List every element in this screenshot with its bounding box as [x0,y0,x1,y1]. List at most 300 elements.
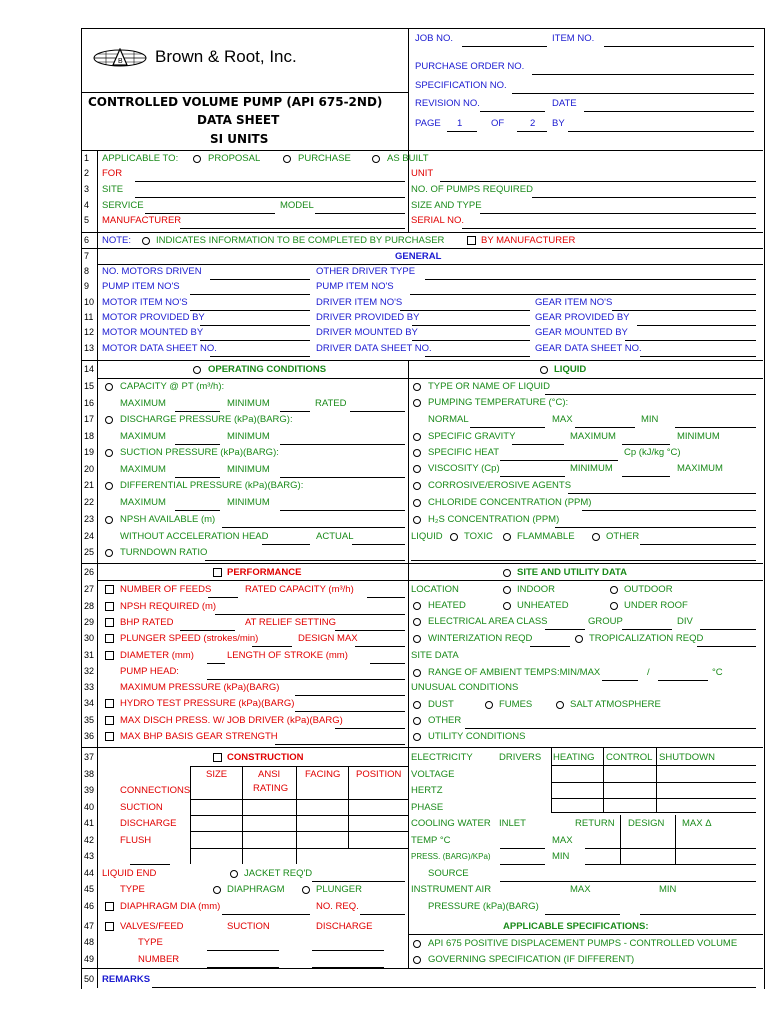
divider [517,131,547,132]
site-field[interactable] [135,197,405,198]
gear-provided-field[interactable] [637,325,756,326]
line-number: 41 [84,818,95,828]
toxic-radio[interactable] [450,533,458,541]
divider [447,131,477,132]
field[interactable] [585,864,756,865]
line-number: 20 [84,464,95,474]
manufacturer-label: MANUFACTURER [102,215,182,226]
motor-item-label: MOTOR ITEM NO'S [102,297,188,308]
date-field[interactable] [584,111,754,112]
gear-mounted-field[interactable] [625,340,756,341]
press-label: PRESS. (BARG)/KPa) [411,852,491,861]
npshr-checkbox[interactable] [105,602,114,611]
line-number: 46 [84,901,95,911]
sg-radio[interactable] [413,433,421,441]
plunger-speed-label: PLUNGER SPEED (strokes/min) [120,633,259,644]
field[interactable] [275,744,405,745]
heated-radio[interactable] [413,602,421,610]
npsh-radio[interactable] [105,516,113,524]
field[interactable] [280,411,310,412]
field[interactable] [512,444,564,445]
gear-mounted-label: GEAR MOUNTED BY [535,327,628,338]
operating-heading: OPERATING CONDITIONS [208,364,327,375]
winter-label: WINTERIZATION REQD [428,633,533,644]
line-number: 25 [84,547,95,557]
divider [551,798,756,799]
divider [81,968,763,969]
max-label: MAXIMUM [120,431,166,442]
max-disch-checkbox[interactable] [105,716,114,725]
line-number: 47 [84,921,95,931]
field[interactable] [622,476,670,477]
driver-mounted-field[interactable] [412,340,530,341]
flush-label: FLUSH [120,835,152,846]
no-pumps-field[interactable] [532,197,756,198]
visc-label: VISCOSITY (Cp) [428,463,500,474]
divider [81,747,763,748]
company-name: Brown & Root, Inc. [155,47,297,66]
sg-label: SPECIFIC GRAVITY [428,431,516,442]
field[interactable] [697,646,756,647]
api-label: API 675 POSITIVE DISPLACEMENT PUMPS - CONTROLLED VOLUME [428,938,738,949]
divider [190,831,408,832]
line-number: 22 [84,497,95,507]
remarks-label: REMARKS [102,974,151,985]
line-number: 16 [84,398,95,408]
line-number: 38 [84,769,95,779]
drivers-label: DRIVERS [499,752,542,763]
max-press-label: MAXIMUM PRESSURE (kPa)(BARG) [120,682,280,693]
field[interactable] [582,510,756,511]
bhp-checkbox[interactable] [105,618,114,627]
field[interactable] [465,728,756,729]
line-number: 3 [84,184,90,194]
line-number: 1 [84,153,90,163]
field[interactable] [280,444,405,445]
pump-temp-radio[interactable] [413,399,421,407]
motor-mounted-field[interactable] [200,340,310,341]
visc-radio[interactable] [413,465,421,473]
flammable-label: FLAMMABLE [517,531,575,542]
line-number: 19 [84,447,95,457]
field[interactable] [295,695,405,696]
applicable-label: APPLICABLE TO: [102,153,179,164]
field[interactable] [640,914,756,915]
unit-field[interactable] [440,181,756,182]
field[interactable] [585,848,756,849]
pressure-label: PRESSURE (kPa)(BARG) [428,901,539,912]
rev-no-field[interactable] [480,111,545,112]
line-number: 32 [84,666,95,676]
field[interactable] [622,629,672,630]
max-disch-label: MAX DISCH PRESS. W/ JOB DRIVER (kPa)(BARG) [120,715,343,726]
note-text: INDICATES INFORMATION TO BE COMPLETED BY PURCHASER [156,235,445,246]
line-number: 12 [84,327,95,337]
div-label: DIV [677,616,693,627]
field[interactable] [215,614,405,615]
min-label: MINIMUM [227,497,270,508]
discharge-radio[interactable] [105,416,113,424]
max-label: MAX [552,414,573,425]
plunger-speed-checkbox[interactable] [105,634,114,643]
manufacturer-field[interactable] [180,228,405,229]
by-label: BY [552,118,565,129]
line-number: 11 [84,312,94,322]
motor-provided-field[interactable] [200,325,310,326]
field[interactable] [222,527,405,528]
proposal-radio[interactable] [193,155,201,163]
spec-no-label: SPECIFICATION NO. [415,80,507,91]
form-units: SI UNITS [210,132,269,146]
h2s-radio[interactable] [413,516,421,524]
max-bhp-checkbox[interactable] [105,732,114,741]
stroke-label: LENGTH OF STROKE (mm) [227,650,348,661]
feeds-checkbox[interactable] [105,585,114,594]
specs-heading: APPLICABLE SPECIFICATIONS: [503,921,649,932]
other-radio[interactable] [592,533,600,541]
line-number: 35 [84,715,95,725]
service-field[interactable] [145,213,275,214]
liquid-label: LIQUID [411,531,443,542]
diaph-dia-checkbox[interactable] [105,902,114,911]
field[interactable] [175,444,220,445]
column-divider [408,360,409,968]
return-label: RETURN [575,818,615,829]
chloride-radio[interactable] [413,499,421,507]
line-number: 43 [84,851,95,861]
pump-item-field-2[interactable] [410,294,756,295]
by-field[interactable] [568,131,754,132]
min-label: MINIMUM [677,431,720,442]
field[interactable] [530,646,570,647]
electricity-label: ELECTRICITY [411,752,473,763]
design-max-label: DESIGN MAX [298,633,358,644]
divider [551,747,552,812]
differential-radio[interactable] [105,482,113,490]
field[interactable] [700,629,756,630]
field[interactable] [500,848,545,849]
line-number: 7 [84,251,90,261]
v-suction-label: SUCTION [227,921,270,932]
fumes-label: FUMES [499,699,533,710]
construction-checkbox[interactable] [213,753,222,762]
model-field[interactable] [315,213,405,214]
corrosive-label: CORROSIVE/EROSIVE AGENTS [428,480,572,491]
line-number: 42 [84,835,95,845]
press-min-label: MIN [552,851,570,862]
liquid-type-label: TYPE OR NAME OF LIQUID [428,381,550,392]
driver-data-sheet-label: DRIVER DATA SHEET NO. [316,343,432,354]
field[interactable] [222,914,310,915]
position-header: POSITION [356,769,402,780]
heating-label: HEATING [553,752,595,763]
fumes-radio[interactable] [485,701,493,709]
corrosive-radio[interactable] [413,482,421,490]
site-radio[interactable] [503,569,511,577]
size-header: SIZE [206,769,228,780]
field[interactable] [360,914,405,915]
bhp-label: BHP RATED [120,617,174,628]
liquid-type-radio[interactable] [413,383,421,391]
liquid-radio[interactable] [540,366,548,374]
field[interactable] [370,663,405,664]
field[interactable] [207,967,279,968]
min-label: MIN [641,414,659,425]
utility-label: UTILITY CONDITIONS [428,731,526,742]
differential-label: DIFFERENTIAL PRESSURE (kPa)(BARG): [120,480,304,491]
field[interactable] [555,527,756,528]
as-built-radio[interactable] [372,155,380,163]
field[interactable] [262,544,310,545]
field[interactable] [175,477,220,478]
line-number: 24 [84,531,95,541]
outdoor-label: OUTDOOR [624,584,673,595]
field[interactable] [208,597,238,598]
proposal-label: PROPOSAL [208,153,261,164]
flammable-radio[interactable] [503,533,511,541]
control-label: CONTROL [606,752,653,763]
api-radio[interactable] [413,940,421,948]
valves-label: VALVES/FEED [120,921,184,932]
po-no-field[interactable] [532,74,754,75]
field[interactable] [280,510,405,511]
plunger-radio[interactable] [302,886,310,894]
outdoor-radio[interactable] [610,586,618,594]
divider [190,799,408,800]
sh-label: SPECIFIC HEAT [428,447,500,458]
field[interactable] [411,560,756,561]
divider [98,378,763,379]
dust-label: DUST [428,699,454,710]
gear-item-field[interactable] [612,310,756,311]
size-type-field[interactable] [480,213,756,214]
field[interactable] [207,950,279,951]
other-driver-field[interactable] [425,279,756,280]
normal-label: NORMAL [428,414,469,425]
model-label: MODEL [280,200,314,211]
field[interactable] [500,881,756,882]
tropical-radio[interactable] [575,635,583,643]
field[interactable] [658,680,708,681]
field[interactable] [335,630,405,631]
under-roof-radio[interactable] [610,602,618,610]
date-label: DATE [552,98,577,109]
field[interactable] [175,411,220,412]
pump-item-label: PUMP ITEM NO'S [102,281,180,292]
field[interactable] [640,544,756,545]
discharge-label: DISCHARGE PRESSURE (kPa)(BARG): [120,414,293,425]
field[interactable] [500,864,545,865]
field[interactable] [280,477,405,478]
motor-provided-label: MOTOR PROVIDED BY [102,312,205,323]
diameter-checkbox[interactable] [105,651,114,660]
line-number: 21 [84,480,95,490]
diaphragm-radio[interactable] [213,886,221,894]
field[interactable] [602,680,638,681]
line-number: 9 [84,281,90,291]
line-number: 31 [84,650,95,660]
purchase-radio[interactable] [283,155,291,163]
field[interactable] [622,444,670,445]
field[interactable] [355,646,405,647]
max-label: MAXIMUM [120,497,166,508]
driver-item-label: DRIVER ITEM NO'S [316,297,403,308]
job-no-field[interactable] [462,46,547,47]
line-number: 44 [84,868,95,878]
max-label: MAXIMUM [677,463,723,474]
line-number: 34 [84,698,95,708]
construction-heading: CONSTRUCTION [227,752,304,763]
field[interactable] [500,460,618,461]
elec-area-radio[interactable] [413,618,421,626]
plunger-label: PLUNGER [316,884,362,895]
unheated-label: UNHEATED [517,600,569,611]
field[interactable] [335,728,405,729]
field[interactable] [568,493,756,494]
item-no-label: ITEM NO. [552,33,595,44]
form-subtitle: DATA SHEET [197,113,280,127]
line-number: 15 [84,381,95,391]
divider [408,934,763,935]
motors-driven-field[interactable] [210,279,310,280]
min-label: MINIMUM [227,464,270,475]
field[interactable] [545,629,585,630]
winter-radio[interactable] [413,635,421,643]
gear-data-sheet-field[interactable] [640,356,756,357]
phase-label: PHASE [411,802,444,813]
divider [98,580,763,581]
npsh-label: NPSH AVAILABLE (m) [120,514,216,525]
divider [348,766,349,848]
driver-provided-field[interactable] [412,325,530,326]
operating-radio[interactable] [193,366,201,374]
driver-item-field[interactable] [400,310,530,311]
rating-header: RATING [253,783,289,794]
governing-radio[interactable] [413,956,421,964]
field[interactable] [367,597,405,598]
field[interactable] [470,427,545,428]
turndown-label: TURNDOWN RATIO [120,547,208,558]
inst-air-label: INSTRUMENT AIR [411,884,492,895]
max-label: MAXIMUM [570,431,616,442]
driver-data-sheet-field[interactable] [425,356,530,357]
pump-item-label-2: PUMP ITEM NO'S [316,281,394,292]
field[interactable] [312,881,405,882]
site-data-label: SITE DATA [411,650,459,661]
gear-data-sheet-label: GEAR DATA SHEET NO. [535,343,642,354]
line-number: 2 [84,168,90,178]
line-number: 49 [84,954,95,964]
page-label: PAGE [415,118,441,129]
site-heading: SITE AND UTILITY DATA [517,567,627,578]
remarks-field[interactable] [152,987,756,988]
jacket-radio[interactable] [230,870,238,878]
field[interactable] [312,950,384,951]
toxic-label: TOXIC [464,531,493,542]
relief-label: AT RELIEF SETTING [245,617,336,628]
header-divider [408,28,409,150]
sh-radio[interactable] [413,449,421,457]
unheated-radio[interactable] [503,602,511,610]
type-label: TYPE [120,884,145,895]
utility-radio[interactable] [413,733,421,741]
performance-heading: PERFORMANCE [227,567,302,578]
ambient-radio[interactable] [413,669,421,677]
other-site-radio[interactable] [413,717,421,725]
under-roof-label: UNDER ROOF [624,600,688,611]
hydro-checkbox[interactable] [105,699,114,708]
pump-item-field[interactable] [190,294,310,295]
for-field[interactable] [135,181,405,182]
field[interactable] [180,630,235,631]
line-number: 48 [84,937,95,947]
dust-radio[interactable] [413,701,421,709]
by-mfr-text: BY MANUFACTURER [481,235,576,246]
indoor-radio[interactable] [503,586,511,594]
site-label: SITE [102,184,124,195]
salt-label: SALT ATMOSPHERE [570,699,661,710]
suction-radio[interactable] [105,449,113,457]
field[interactable] [207,663,225,664]
line-number: 37 [84,752,95,762]
temp-label: TEMP °C [411,835,451,846]
performance-checkbox[interactable] [213,568,222,577]
serial-field[interactable] [462,228,756,229]
divider [130,864,170,865]
field[interactable] [312,967,384,968]
turndown-radio[interactable] [105,549,113,557]
field[interactable] [545,394,756,395]
unusual-label: UNUSUAL CONDITIONS [411,682,519,693]
other-site-label: OTHER [428,715,462,726]
capacity-label: CAPACITY @ PT (m³/h): [120,381,225,392]
line-number: 40 [84,802,95,812]
salt-radio[interactable] [556,701,564,709]
field[interactable] [500,476,565,477]
motor-item-field[interactable] [190,310,310,311]
driver-provided-label: DRIVER PROVIDED BY [316,312,420,323]
of-value: 2 [530,118,536,129]
spec-no-field[interactable] [512,93,754,94]
feeds-label: NUMBER OF FEEDS [120,584,212,595]
item-no-field[interactable] [604,46,754,47]
motor-mounted-label: MOTOR MOUNTED BY [102,327,204,338]
ambient-label: RANGE OF AMBIENT TEMPS:MIN/MAX [428,667,601,678]
field[interactable] [675,427,756,428]
rated-cap-label: RATED CAPACITY (m³/h) [245,584,354,595]
note-label: NOTE: [102,235,132,246]
suction-label: SUCTION [120,802,163,813]
motor-data-sheet-field[interactable] [210,356,310,357]
field[interactable] [252,646,292,647]
valves-checkbox[interactable] [105,922,114,931]
field[interactable] [207,679,405,680]
chloride-label: CHLORIDE CONCENTRATION (PPM) [428,497,592,508]
field[interactable] [545,914,620,915]
field[interactable] [575,427,635,428]
field[interactable] [295,711,405,712]
capacity-radio[interactable] [105,383,113,391]
line-number: 33 [84,682,95,692]
po-no-label: PURCHASE ORDER NO. [415,61,525,72]
suction-label: SUCTION PRESSURE (kPa)(BARG): [120,447,279,458]
field[interactable] [350,411,405,412]
field[interactable] [352,544,405,545]
field[interactable] [175,510,220,511]
motors-driven-label: NO. MOTORS DRIVEN [102,266,202,277]
field[interactable] [205,560,405,561]
min-label: MINIMUM [227,431,270,442]
